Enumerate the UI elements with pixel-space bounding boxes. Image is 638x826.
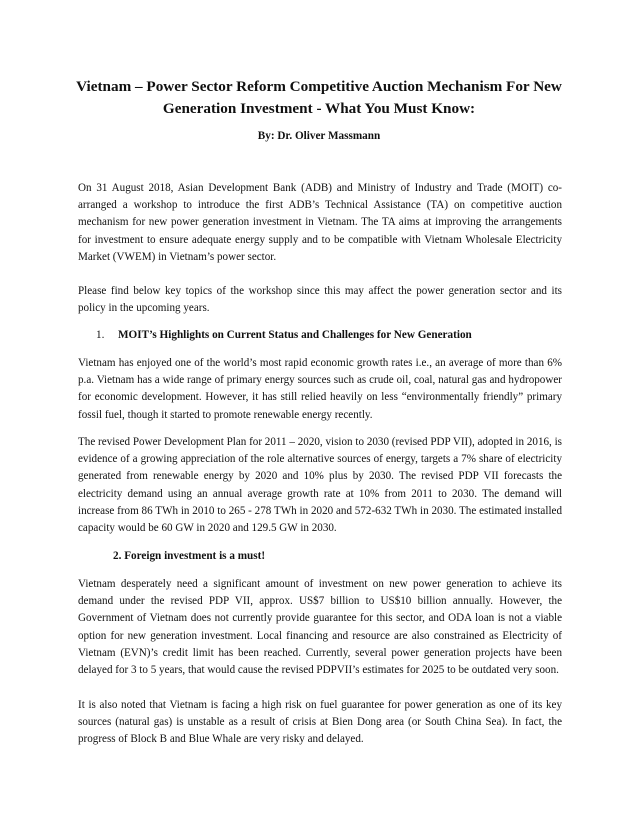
author-byline: By: Dr. Oliver Massmann <box>257 130 381 142</box>
paragraph-pdp: The revised Power Development Plan for 2011 – 2020, vision to 2030 (revised PDP VII), adopted in 2016, is evidence of a growing appreciation of the role alternative sources of energy, targets a 7% share of electricity generated from renewable energy by 2020 and 10% plus by 2030. The revised PDP VII forecasts the electricity demand using an annual average growth rate at 10% from 2011 to 2030. The demand will increase from 86 TWh in 2010 to 265 - 278 TWh in 2020 and 572-632 TWh in 2030. The estimated installed capacity would be 60 GW in 2020 and 129.5 GW in 2030. <box>78 436 562 535</box>
paragraph-investment: Vietnam desperately need a significant amount of investment on new power generation to achieve its demand under the revised PDP VII, approx. US$7 billion to US$10 billion annually. However, the Government of Vietnam does not currently provide guarantee for this sector, and ODA loan is not a viable option for new generation investment. Local financing and resource are also constrained as Electricity of Vietnam (EVN)’s credit limit has been reached. Currently, several power generation projects have been delayed for 3 to 5 years, that would cause the revised PDPVII’s estimates for 2025 to be outdated very soon. <box>78 578 562 677</box>
paragraph-intro: On 31 August 2018, Asian Development Bank (ADB) and Ministry of Industry and Trade (MOIT) co-arranged a workshop to introduce the first ADB’s Technical Assistance (TA) on competitive auction mechanism for new power generation investment in Vietnam. The TA aims at improving the arrangements for investment to ensure adequate energy supply and to be compatible with Vietnam Wholesale Electricity Market (VWEM) in Vietnam’s power sector. <box>78 182 562 263</box>
section-heading-1-text: MOIT’s Highlights on Current Status and Challenges for New Generation <box>118 329 472 341</box>
document-title: Vietnam – Power Sector Reform Competitive Auction Mechanism For New Generation Investment - What You Must Know: <box>76 78 562 117</box>
section-heading-1-number: 1. <box>96 329 105 341</box>
section-heading-1 <box>96 327 472 343</box>
paragraph-key-topics: Please find below key topics of the workshop since this may affect the power generation sector and its policy in the upcoming years. <box>78 285 562 315</box>
paragraph-fuel-risk: It is also noted that Vietnam is facing a high risk on fuel guarantee for power generation as one of its key sources (natural gas) is unstable as a result of crisis at Bien Dong area (or South China Sea). In fact, the progress of Block B and Blue Whale are very risky and delayed. <box>78 699 562 746</box>
section-heading-2: 2. Foreign investment is a must! <box>113 550 266 562</box>
paragraph-growth: Vietnam has enjoyed one of the world’s most rapid economic growth rates i.e., an average of more than 6% p.a. Vietnam has a wide range of primary energy sources such as crude oil, coal, natural gas and hydropower for economic development. However, it has still relied heavily on less “environmentally friendly” primary fossil fuel, though it started to promote renewable energy recently. <box>78 357 562 421</box>
